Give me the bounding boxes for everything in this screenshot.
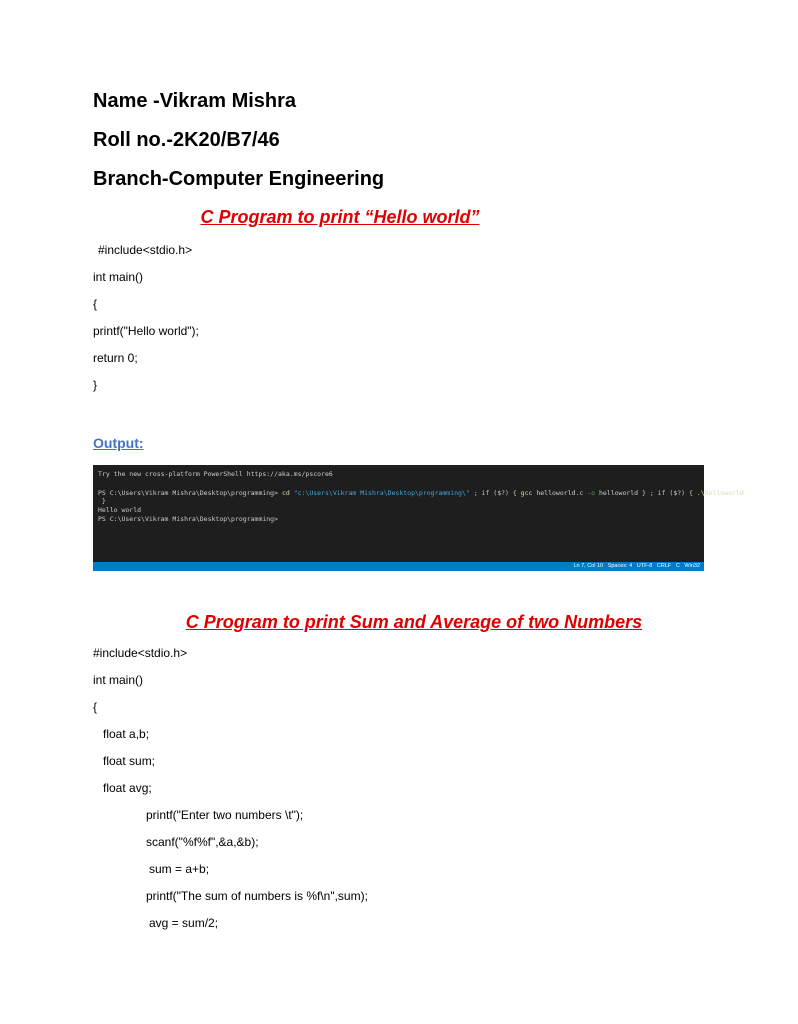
code-line: #include<stdio.h>	[98, 243, 193, 257]
terminal-line: Try the new cross-platform PowerShell https://aka.ms/pscore6	[98, 470, 333, 478]
branch: Branch-Computer Engineering	[93, 168, 385, 190]
terminal-cmd-part: helloworld } ; if ($?) {	[595, 489, 697, 497]
code-line: float sum;	[103, 754, 156, 768]
code-line: }	[93, 378, 98, 392]
code-line: sum = a+b;	[149, 862, 210, 876]
terminal-flag: -o	[587, 489, 596, 497]
section2-title: C Program to print Sum and Average of two Numbers	[185, 612, 643, 632]
status-bar	[93, 562, 704, 571]
code-line: float a,b;	[103, 727, 150, 741]
code-line: printf("Enter two numbers \t");	[146, 808, 304, 822]
terminal-gcc: gcc	[520, 489, 533, 497]
code-line: avg = sum/2;	[149, 916, 219, 930]
output-label: Output:	[93, 435, 144, 451]
code-line: printf("The sum of numbers is %f\n",sum);	[146, 889, 368, 903]
terminal-prompt-line: PS C:\Users\Vikram Mishra\Desktop\programming>	[98, 515, 279, 523]
section1-title: C Program to print “Hello world”	[200, 207, 480, 227]
terminal-prompt: PS C:\Users\Vikram Mishra\Desktop\programming>	[98, 489, 282, 497]
terminal-run: .\helloworld	[696, 489, 744, 497]
status-text: Ln 7, Col 10 Spaces: 4 UTF-8 CRLF C Win32	[573, 563, 700, 569]
terminal-screenshot	[93, 465, 744, 571]
code-line: {	[93, 700, 98, 714]
code-line: #include<stdio.h>	[93, 646, 188, 660]
terminal-path: "c:\Users\Vikram Mishra\Desktop\programming\"	[293, 489, 470, 497]
code-line: {	[93, 297, 98, 311]
code-line: scanf("%f%f",&a,&b);	[146, 835, 259, 849]
terminal-output: Hello world	[98, 506, 142, 514]
roll-number: Roll no.-2K20/B7/46	[93, 129, 280, 151]
code-line: printf("Hello world");	[93, 324, 199, 338]
terminal-close: }	[98, 497, 106, 505]
code-line: int main()	[93, 673, 144, 687]
terminal-cd: cd	[281, 489, 294, 497]
terminal-cmd-part: helloworld.c	[532, 489, 588, 497]
code-line: return 0;	[93, 351, 138, 365]
terminal-command-line	[98, 489, 744, 497]
student-name: Name -Vikram Mishra	[93, 90, 297, 112]
code-line: float avg;	[103, 781, 152, 795]
terminal-cmd-part: ; if ($?) {	[469, 489, 521, 497]
code-line: int main()	[93, 270, 144, 284]
